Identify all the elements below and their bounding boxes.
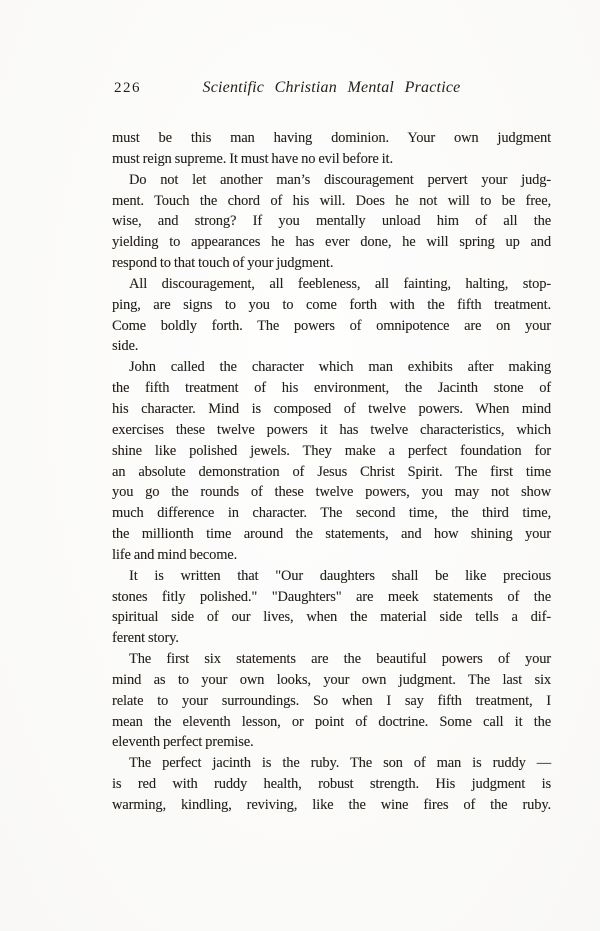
- text-line: John called the character which man exhibits after making: [129, 359, 551, 376]
- text-line: exercises these twelve powers it has twelve characteristics, which: [112, 421, 551, 438]
- text-line: the fifth treatment of his environment, the Jacinth stone of: [112, 380, 551, 397]
- paragraph: [112, 649, 551, 753]
- text-line: respond to that touch of your judgment.: [112, 255, 334, 272]
- text-line: warming, kindling, reviving, like the wine fires of the ruby.: [112, 797, 551, 813]
- text-line: his character. Mind is composed of twelve powers. When mind: [112, 400, 551, 417]
- page-body: [112, 128, 551, 816]
- text-line: an absolute demonstration of Jesus Christ Spirit. The first time: [112, 463, 551, 480]
- text-line: life and mind become.: [112, 546, 238, 563]
- paragraph: [112, 170, 551, 274]
- text-line: much difference in character. The second time, the third time,: [112, 505, 551, 522]
- paragraph: [112, 128, 551, 170]
- text-line: you go the rounds of these twelve powers, you may not show: [112, 484, 551, 501]
- text-line: must reign supreme. It must have no evil before it.: [112, 150, 393, 167]
- text-line: ping, are signs to you to come forth with the fifth treatment.: [112, 296, 551, 313]
- paragraph: [112, 357, 551, 565]
- text-line: wise, and strong? If you mentally unload him of all the: [112, 213, 551, 230]
- paragraph: [112, 274, 551, 357]
- text-line: Do not let another man’s discouragement pervert your judg-: [129, 171, 551, 188]
- text-line: ferent story.: [112, 630, 179, 647]
- text-line: relate to your surroundings. So when I say fifth treatment, I: [112, 692, 551, 709]
- page-number: 226: [114, 80, 141, 96]
- text-line: spiritual side of our lives, when the material side tells a dif-: [112, 609, 551, 626]
- text-line: It is written that "Our daughters shall be like precious: [129, 567, 551, 584]
- paragraph: [112, 753, 551, 816]
- text-line: ment. Touch the chord of his will. Does he not will to be free,: [112, 192, 551, 209]
- text-line: Come boldly forth. The powers of omnipotence are on your: [112, 317, 551, 334]
- text-line: eleventh perfect premise.: [112, 734, 254, 751]
- paragraph: [112, 566, 551, 649]
- text-line: side.: [112, 338, 139, 355]
- text-line: is red with ruddy health, robust strength. His judgment is: [112, 776, 551, 793]
- text-line: must be this man having dominion. Your own judgment: [112, 130, 551, 146]
- text-line: The first six statements are the beautiful powers of your: [129, 651, 551, 668]
- running-title: Scientific Christian Mental Practice: [202, 79, 461, 96]
- text-line: stones fitly polished." "Daughters" are meek statements of the: [112, 588, 551, 605]
- text-line: mean the eleventh lesson, or point of doctrine. Some call it the: [112, 713, 551, 730]
- text-line: mind as to your own looks, your own judgment. The last six: [112, 671, 551, 688]
- page-header: [112, 79, 551, 101]
- text-line: yielding to appearances he has ever done, he will spring up and: [112, 234, 551, 251]
- text-line: The perfect jacinth is the ruby. The son of man is ruddy —: [129, 755, 551, 772]
- text-line: the millionth time around the statements, and how shining your: [112, 526, 551, 543]
- text-line: All discouragement, all feebleness, all fainting, halting, stop-: [129, 275, 551, 292]
- text-line: shine like polished jewels. They make a perfect foundation for: [112, 442, 551, 459]
